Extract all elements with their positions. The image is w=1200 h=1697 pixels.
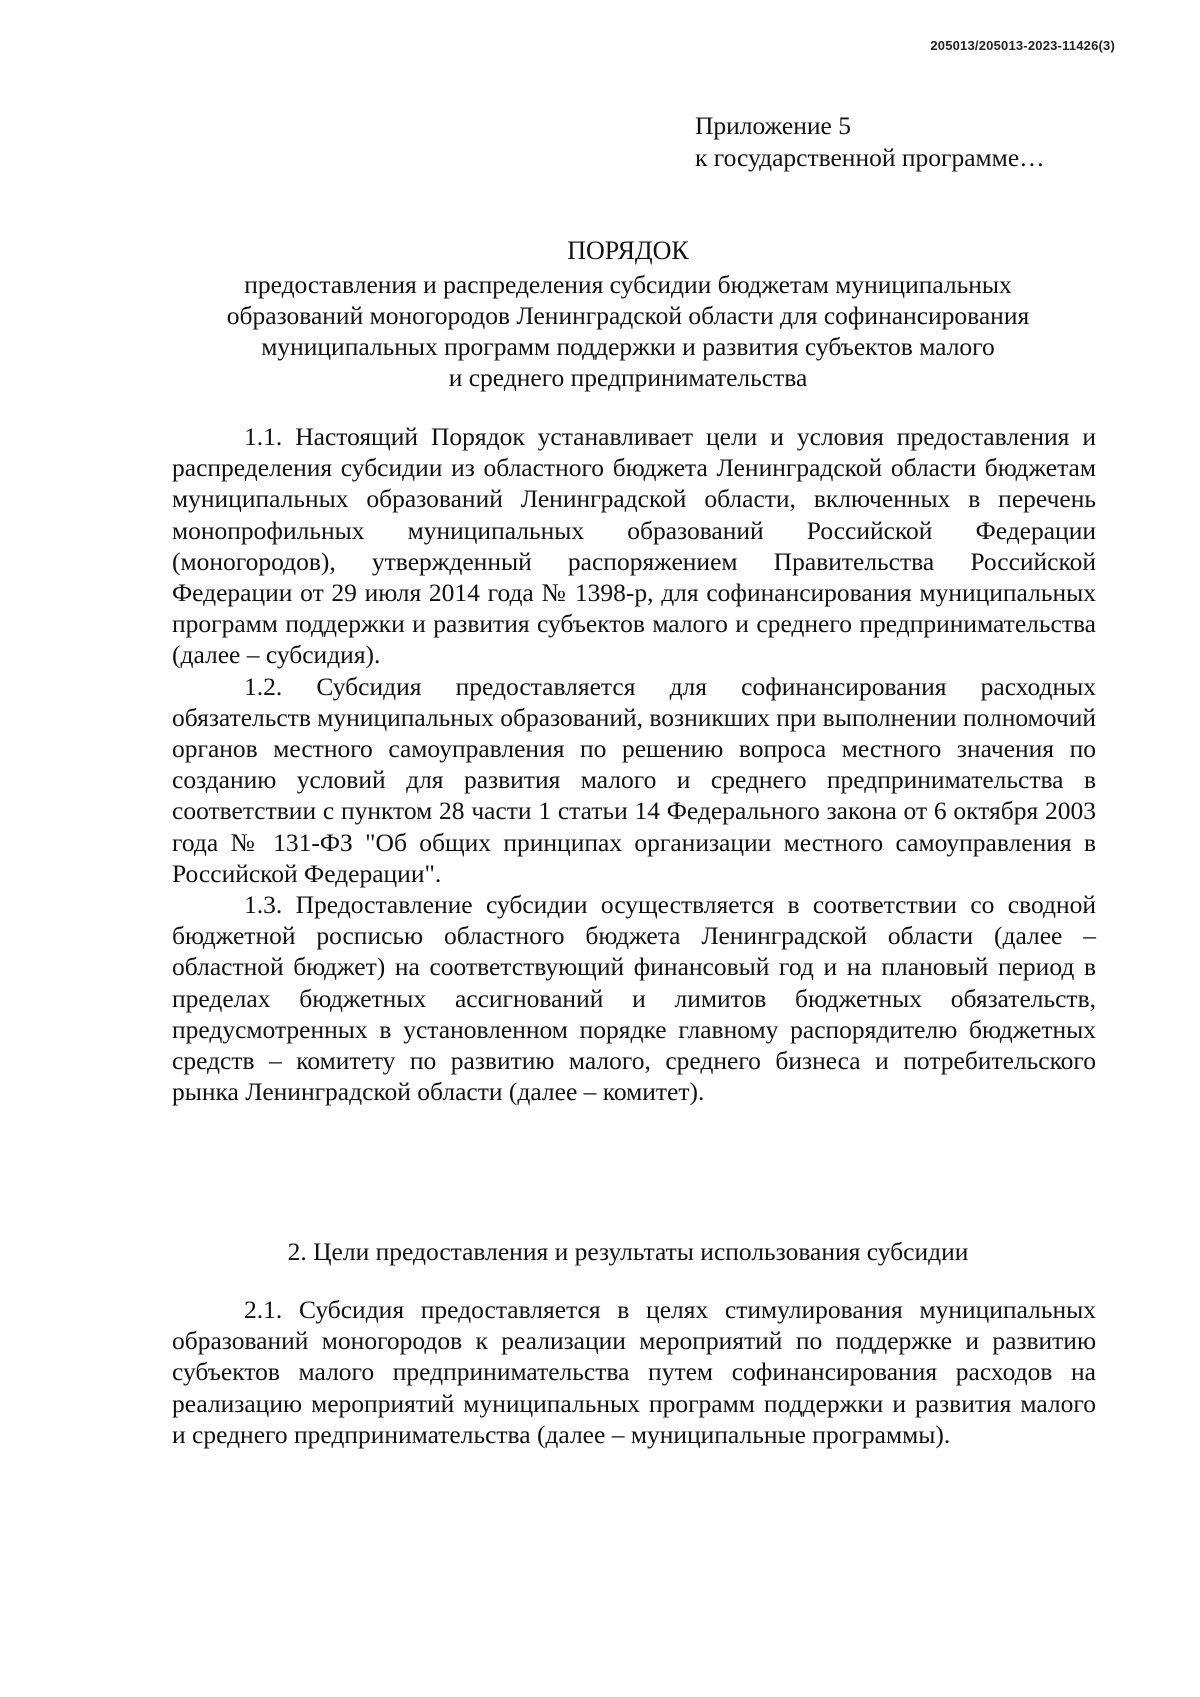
section-2-body [172,1294,1096,1450]
title-line: предоставления и распределения субсидии бюджетам муниципальных [244,270,1012,299]
title-main: ПОРЯДОК [567,236,689,265]
paragraph-1-3: 1.3. Предоставление субсидии осуществляется в соответствии со сводной бюджетной росписью областного бюджета Ленинградской области (далее – областной бюджет) на соответствующий финансовый год и на плановый период в пределах бюджетных ассигнований и лимитов бюджетных обязательств, предусмотренных в установленном порядке главному распорядителю бюджетных средств – комитету по развитию малого, среднего бизнеса и потребительского рынка Ленинградской области (далее – комитет). [172,890,1096,1107]
section-1-body [172,421,1096,1107]
title-line: и среднего предпринимательства [448,363,808,392]
document-title [160,235,1096,393]
section-2-heading: 2. Цели предоставления и результаты использования субсидии [287,1237,969,1266]
appendix-line-1: Приложение 5 [695,111,851,140]
appendix-note [695,110,1045,174]
title-subtitle [160,269,1096,393]
paragraph-1-1: 1.1. Настоящий Порядок устанавливает цели и условия предоставления и распределения субсидии из областного бюджета Ленинградской области бюджетам муниципальных образований Ленинградской области, включенных в перечень монопрофильных муниципальных образований Российской Федерации (моногородов), утвержденный распоряжением Правительства Российской Федерации от 29 июля 2014 года № 1398-р, для софинансирования муниципальных программ поддержки и развития субъектов малого и среднего предпринимательства (далее – субсидия). [172,422,1096,670]
paragraph-2-1: 2.1. Субсидия предоставляется в целях стимулирования муниципальных образований моногородов к реализации мероприятий по поддержке и развитию субъектов малого предпринимательства путем софинансирования расходов на реализацию мероприятий муниципальных программ поддержки и развития малого и среднего предпринимательства (далее – муниципальные программы). [172,1295,1096,1449]
appendix-line-2: к государственной программе… [695,143,1045,172]
paragraph-1-2: 1.2. Субсидия предоставляется для софинансирования расходных обязательств муниципальных образований, возникших при выполнении полномочий органов местного самоуправления по решению вопроса местного значения по созданию условий для развития малого и среднего предпринимательства в соответствии с пунктом 28 части 1 статьи 14 Федерального закона от 6 октября 2003 года № 131-ФЗ "Об общих принципах организации местного самоуправления в Российской Федерации". [172,671,1096,888]
document-id: 205013/205013-2023-11426(3) [930,38,1115,53]
title-line: муниципальных программ поддержки и развития субъектов малого [261,332,995,361]
title-line: образований моногородов Ленинградской области для софинансирования [226,301,1030,330]
